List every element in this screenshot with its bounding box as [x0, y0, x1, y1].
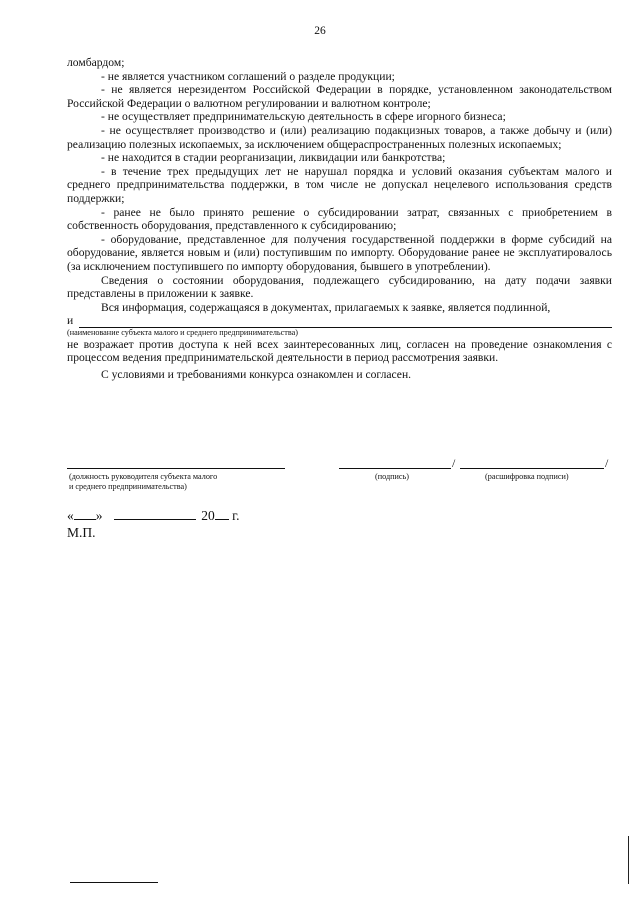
position-field[interactable] [67, 458, 285, 469]
slash: / [605, 456, 609, 470]
day-field[interactable] [74, 507, 96, 520]
footnote-divider [70, 882, 158, 883]
month-field[interactable] [114, 507, 196, 520]
company-name-field[interactable] [67, 314, 612, 328]
open-quote: « [67, 508, 74, 523]
paragraph: - не осуществляет предпринимательскую деятельность в сфере игорного бизнеса; [101, 110, 506, 124]
paragraph: Сведения о состоянии оборудования, подлежащего субсидированию, на дату подачи заявки представлены в приложении к заявке. [67, 273, 612, 301]
document-body [67, 56, 612, 382]
paragraph: ломбардом; [67, 56, 125, 69]
signature-field[interactable] [339, 458, 451, 469]
decoding-caption: (расшифровка подписи) [485, 472, 569, 481]
margin-mark [628, 836, 629, 884]
paragraph: - в течение трех предыдущих лет не нарушал порядка и условий оказания субъектам малого и среднего предпринимательства поддержки, в том числе не допускал нецелевого использования средств поддержки; [67, 164, 612, 205]
page-number: 26 [314, 25, 326, 37]
position-caption: (должность руководителя субъекта малого и среднего предпринимательства) [69, 472, 218, 491]
year-field[interactable] [215, 507, 229, 520]
fill-line [79, 317, 612, 328]
close-quote: » [95, 508, 103, 523]
stamp-label: М.П. [67, 525, 96, 540]
decoding-field[interactable] [460, 458, 604, 469]
slash: / [452, 456, 456, 470]
fill-prefix: и [67, 314, 74, 328]
paragraph: - ранее не было принято решение о субсидировании затрат, связанных с приобретением в собственность оборудования, представленного к субсидированию; [67, 205, 612, 233]
paragraph: - не осуществляет производство и (или) реализацию подакцизных товаров, а также добычу и (или) реализацию полезных ископаемых, за исключением общераспространенных полезных ископаемых; [67, 123, 612, 151]
signature-block [67, 458, 612, 508]
paragraph: Вся информация, содержащаяся в документах, прилагаемых к заявке, является подлинной, [101, 300, 551, 314]
paragraph: не возражает против доступа к ней всех заинтересованных лиц, согласен на проведение ознакомления с процессом ведения предпринимательской деятельности в период рассмотрения заявки. [67, 337, 612, 365]
company-name-caption: (наименование субъекта малого и среднего предпринимательства) [67, 327, 298, 337]
signature-caption: (подпись) [375, 472, 409, 481]
paragraph: - не находится в стадии реорганизации, ликвидации или банкротства; [101, 151, 446, 165]
paragraph: - оборудование, представленное для получения государственной поддержки в форме субсидий на оборудование, является новым и (или) поступившим по импорту. Оборудование ранее не эксплуатировалось (за исключением поступившего по импорту оборудования, бывшего в употреблении). [67, 232, 612, 273]
date-line [67, 507, 240, 524]
paragraph: - не является участником соглашений о разделе продукции; [101, 69, 395, 83]
agreement-text: С условиями и требованиями конкурса ознакомлен и согласен. [101, 368, 412, 382]
year-prefix: 20 [201, 508, 215, 523]
paragraph: - не является нерезидентом Российской Федерации в порядке, установленном законодательством Российской Федерации о валютном регулировании и валютном контроле; [67, 83, 612, 110]
year-suffix: г. [232, 508, 240, 523]
